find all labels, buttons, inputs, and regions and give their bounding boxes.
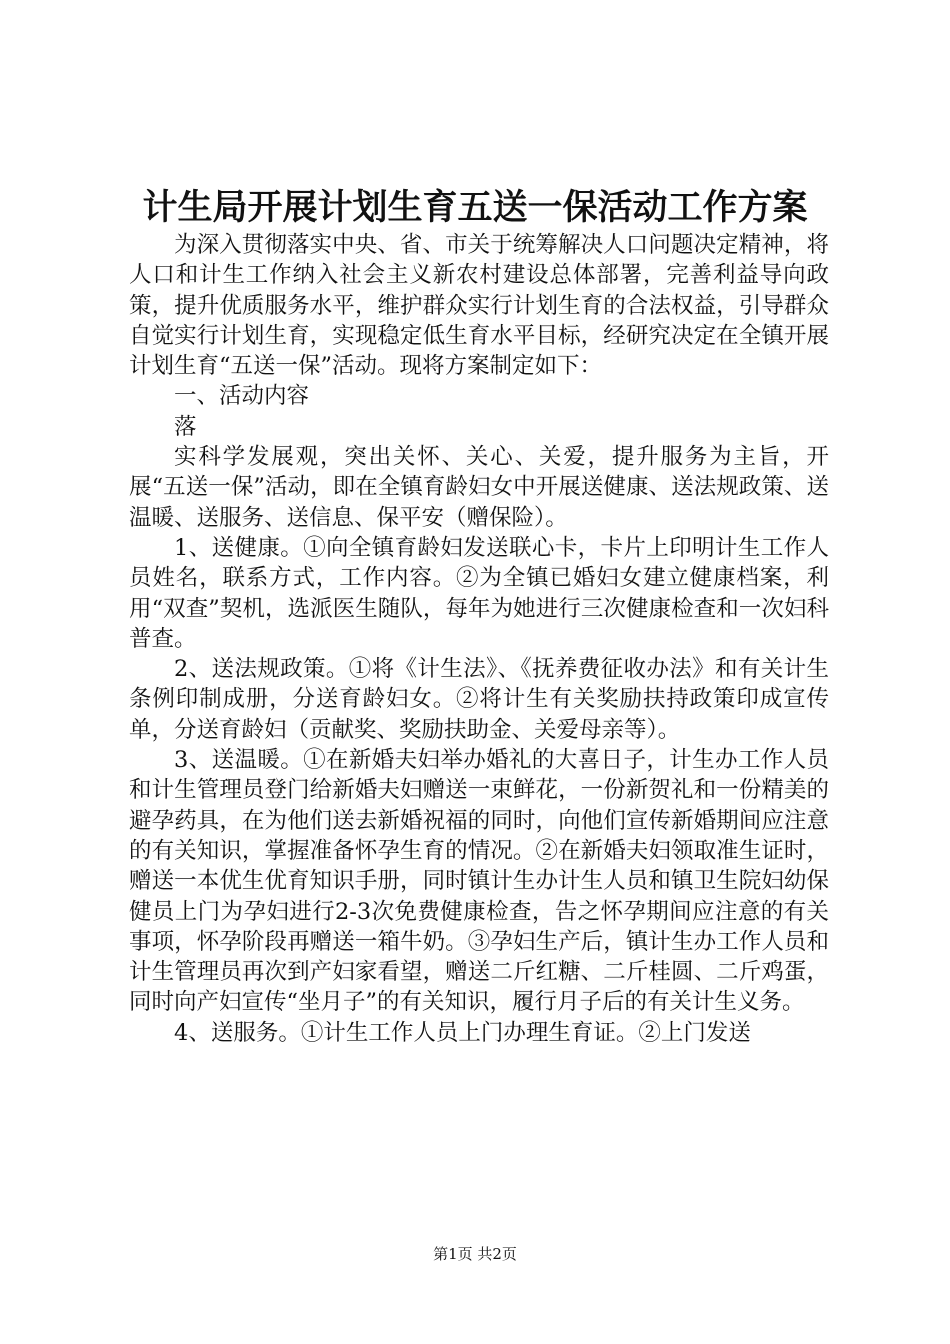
document-title: 计生局开展计划生育五送一保活动工作方案: [142, 187, 808, 228]
paragraph-fragment: 落: [174, 413, 197, 440]
paragraph-intro: 为深入贯彻落实中央、省、市关于统筹解决人口问题决定精神，将人口和计生工作纳入社会主义新农村建设总体部署，完善利益导向政策，提升优质服务水平，维护群众实行计划生育的合法权益，引导群众自觉实行计划生育，实现稳定低生育水平目标，经研究决定在全镇开展计划生育“五送一保”活动。现将方案制定如下：: [129, 232, 829, 380]
section-heading-activity-content: 一、活动内容: [174, 383, 310, 410]
paragraph-item-service: 4、送服务。①计生工作人员上门办理生育证。②上门发送: [174, 1019, 751, 1046]
paragraph-item-policy: 2、送法规政策。①将《计生法》、《抚养费征收办法》和有关计生条例印制成册，分送育龄妇女。②将计生有关奖励扶持政策印成宣传单，分送育龄妇（贡献奖、奖励扶助金、关爱母亲等）。: [129, 656, 829, 743]
document-body: [129, 230, 829, 1048]
paragraph-item-warmth: 3、送温暖。①在新婚夫妇举办婚礼的大喜日子，计生办工作人员和计生管理员登门给新婚夫妇赠送一束鲜花，一份新贺礼和一份精美的避孕药具，在为他们送去新婚祝福的同时，向他们宣传新婚期间应注意的有关知识，掌握准备怀孕生育的情况。②在新婚夫妇领取准生证时，赠送一本优生优育知识手册，同时镇计生办计生人员和镇卫生院妇幼保健员上门为孕妇进行2-3次免费健康检查，告之怀孕期间应注意的有关事项，怀孕阶段再赠送一箱牛奶。③孕妇生产后，镇计生办工作人员和计生管理员再次到产妇家看望，赠送二斤红糖、二斤桂圆、二斤鸡蛋，同时向产妇宣传“坐月子”的有关知识，履行月子后的有关计生义务。: [129, 747, 829, 1016]
paragraph-overview: 实科学发展观，突出关怀、关心、关爱，提升服务为主旨，开展“五送一保”活动，即在全镇育龄妇女中开展送健康、送法规政策、送温暖、送服务、送信息、保平安（赠保险）。: [129, 444, 829, 531]
paragraph-item-health: 1、送健康。①向全镇育龄妇发送联心卡，卡片上印明计生工作人员姓名，联系方式，工作内容。②为全镇已婚妇女建立健康档案，利用“双查”契机，选派医生随队，每年为她进行三次健康检查和一次妇科普查。: [129, 534, 829, 652]
page-number-footer: 第1页 共2页: [433, 1245, 517, 1263]
